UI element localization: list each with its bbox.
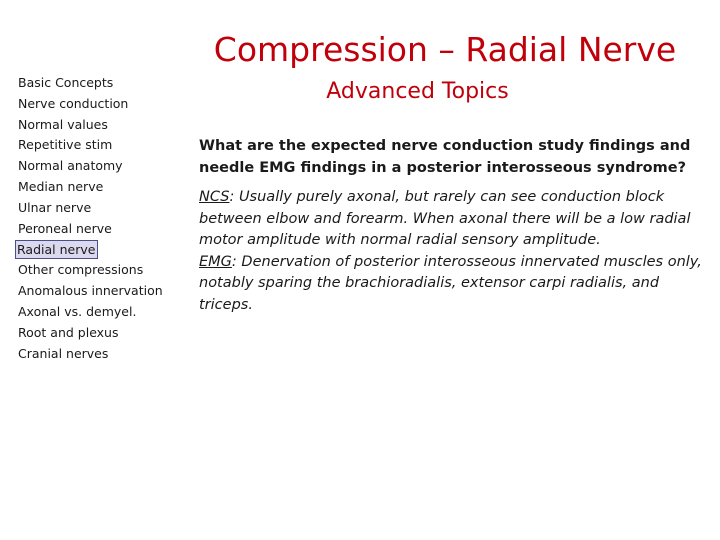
nav-item-radial-nerve[interactable]: Radial nerve bbox=[15, 240, 98, 259]
nav-item-repetitive-stim[interactable]: Repetitive stim bbox=[18, 137, 113, 153]
nav-item-median-nerve[interactable]: Median nerve bbox=[18, 178, 104, 194]
nav-item-nerve-conduction[interactable]: Nerve conduction bbox=[18, 95, 129, 111]
emg-label: EMG bbox=[199, 253, 232, 270]
nav-item-normal-anatomy[interactable]: Normal anatomy bbox=[18, 158, 123, 174]
nav-item-ulnar-nerve[interactable]: Ulnar nerve bbox=[18, 199, 92, 215]
answer-block bbox=[199, 187, 709, 316]
question-text: What are the expected nerve conduction study findings and needle EMG findings in a posterior interosseous syndrome? bbox=[199, 138, 691, 176]
ncs-text: : Usually purely axonal, but rarely can see conduction block between elbow and forearm. When axonal there will be a low radial motor amplitude with normal radial sensory amplitude. bbox=[199, 189, 691, 248]
topic-nav bbox=[15, 73, 163, 364]
slide-title: Compression – Radial Nerve bbox=[213, 30, 677, 69]
answer-ncs bbox=[199, 187, 709, 252]
nav-item-cranial-nerves[interactable]: Cranial nerves bbox=[18, 345, 109, 361]
emg-text: : Denervation of posterior interosseous innervated muscles only, notably sparing the brachioradialis, extensor carpi radialis, and triceps. bbox=[199, 253, 702, 313]
answer-emg bbox=[199, 252, 709, 317]
nav-item-anomalous-innervation[interactable]: Anomalous innervation bbox=[18, 283, 163, 299]
ncs-label: NCS bbox=[199, 189, 230, 205]
nav-item-peroneal-nerve[interactable]: Peroneal nerve bbox=[18, 220, 112, 236]
nav-item-other-compressions[interactable]: Other compressions bbox=[18, 262, 144, 278]
nav-item-normal-values[interactable]: Normal values bbox=[18, 116, 108, 132]
nav-item-basic-concepts[interactable]: Basic Concepts bbox=[18, 75, 114, 90]
slide-subtitle: Advanced Topics bbox=[326, 79, 509, 104]
nav-item-axonal-vs-demyel[interactable]: Axonal vs. demyel. bbox=[18, 303, 137, 319]
nav-item-root-and-plexus[interactable]: Root and plexus bbox=[18, 324, 119, 340]
